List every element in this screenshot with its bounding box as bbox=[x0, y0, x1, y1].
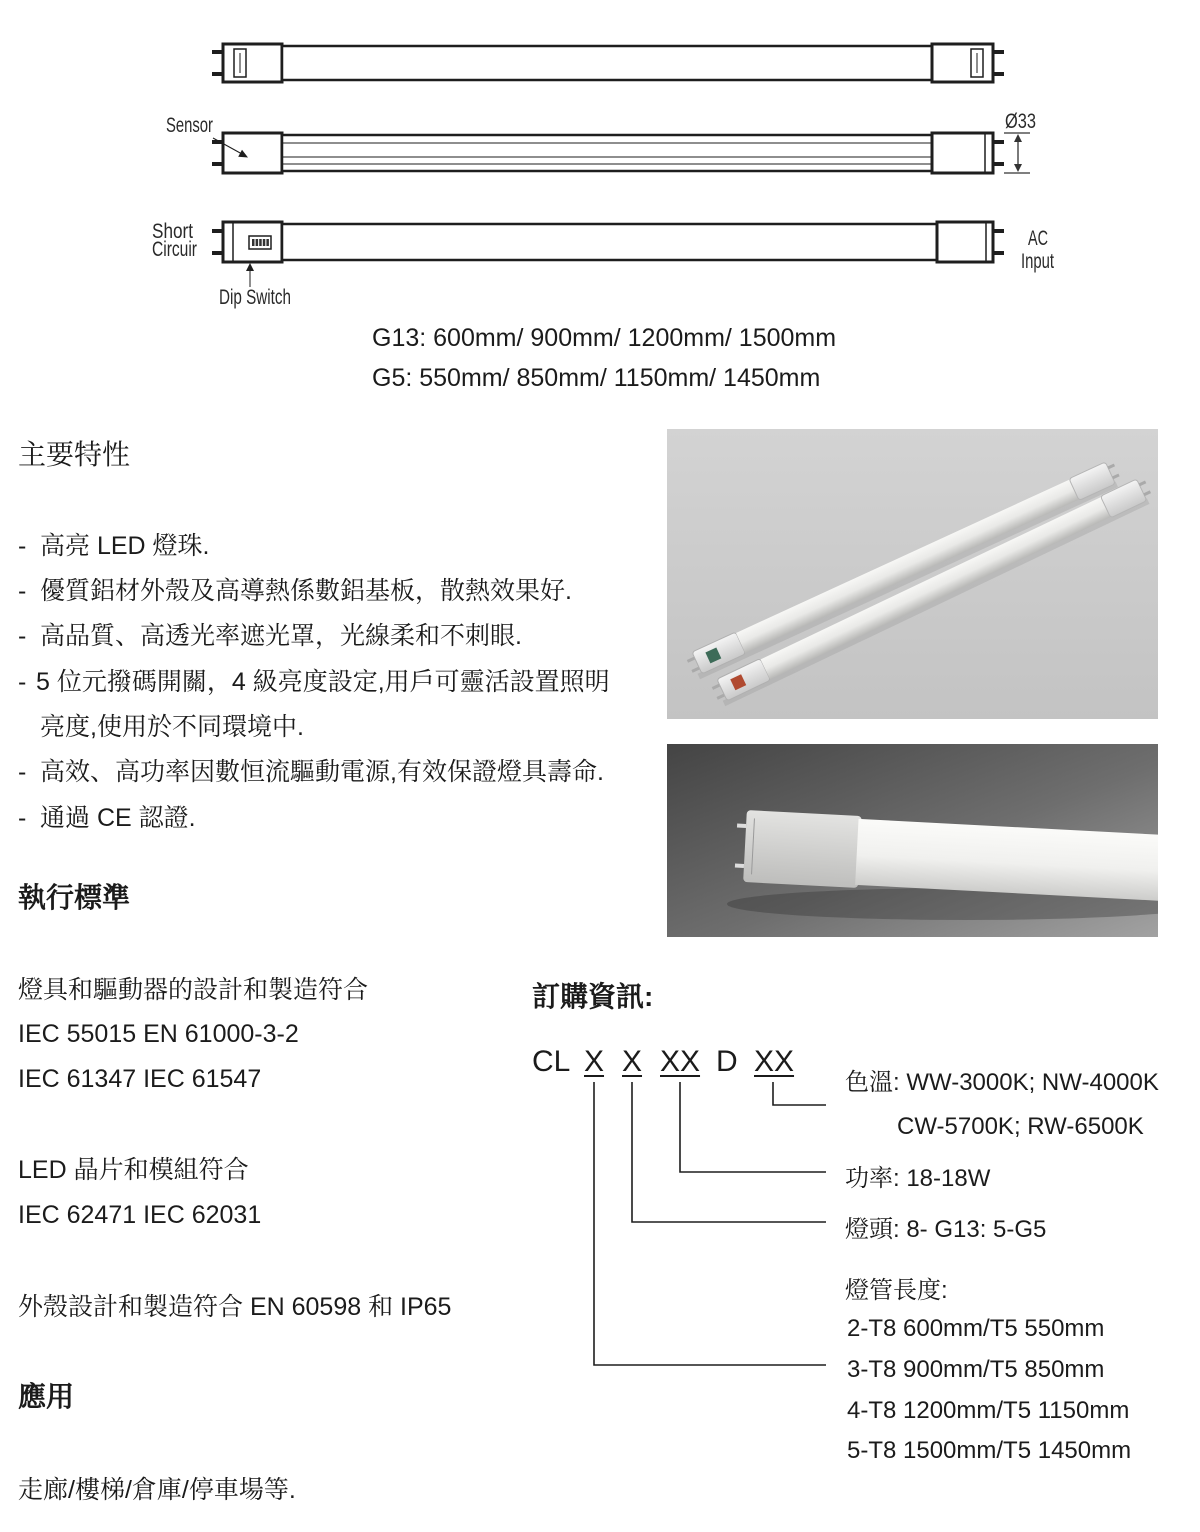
power-label: 功率: 18-18W bbox=[845, 1165, 991, 1192]
feature-text: 優質鋁材外殼及高導熱係數鋁基板，散熱效果好. bbox=[40, 577, 572, 605]
left-end-cap bbox=[223, 133, 282, 173]
diameter-dimension bbox=[1004, 133, 1030, 173]
connector-length bbox=[594, 1082, 826, 1365]
tube-length-option: 2-T8 600mm/T5 550mm bbox=[847, 1315, 1105, 1342]
feature-text: 高亮 LED 燈珠. bbox=[40, 532, 210, 560]
feature-text: 5 位元撥碼開關，4 級亮度設定,用戶可靈活設置照明 bbox=[36, 668, 610, 696]
tube-length-label: 燈管長度: bbox=[845, 1277, 948, 1304]
tube-dimension-diagram bbox=[0, 0, 1200, 320]
standard-group-title: 燈具和驅動器的設計和製造符合 bbox=[18, 976, 369, 1004]
tube-length-option: 4-T8 1200mm/T5 1150mm bbox=[847, 1397, 1130, 1424]
standard-line: IEC 62471 IEC 62031 bbox=[18, 1201, 262, 1229]
code-prefix: CL bbox=[532, 1045, 571, 1078]
tube-dip-switch bbox=[152, 220, 1054, 309]
g13-lengths: G13: 600mm/ 900mm/ 1200mm/ 1500mm bbox=[372, 324, 837, 352]
product-photo-closeup bbox=[667, 744, 1158, 937]
tube-body bbox=[282, 224, 937, 260]
feature-marker: - bbox=[18, 622, 27, 650]
standards-heading: 執行標準 bbox=[18, 882, 131, 913]
connector-power bbox=[680, 1082, 826, 1172]
tube-body bbox=[282, 135, 932, 171]
tube-length-option: 5-T8 1500mm/T5 1450mm bbox=[847, 1437, 1132, 1464]
tube-sensor bbox=[166, 110, 1036, 173]
dip-switch-label: Dip Switch bbox=[219, 286, 291, 309]
application-text: 走廊/樓梯/倉庫/停車場等. bbox=[18, 1476, 296, 1504]
ordering-heading: 訂購資訊: bbox=[532, 981, 654, 1012]
tube-length-option: 3-T8 900mm/T5 850mm bbox=[847, 1356, 1105, 1383]
short-circuit-label-line1: Short bbox=[152, 220, 194, 243]
code-color-slot: XX bbox=[754, 1045, 795, 1078]
feature-marker: - bbox=[18, 668, 27, 696]
left-end-cap bbox=[223, 44, 282, 82]
tube-standard bbox=[212, 44, 1004, 82]
diameter-label: Ø33 bbox=[1005, 110, 1036, 133]
standard-group-title: LED 晶片和模組符合 bbox=[18, 1156, 249, 1184]
code-base-slot: X bbox=[622, 1045, 643, 1078]
feature-text-continuation: 亮度,使用於不同環境中. bbox=[40, 713, 304, 741]
right-end-cap bbox=[932, 133, 993, 173]
feature-text: 高效、高功率因數恒流驅動電源,有效保證燈具壽命. bbox=[40, 758, 604, 786]
feature-text: 高品質、高透光率遮光罩，光線柔和不刺眼. bbox=[40, 622, 522, 650]
code-length-slot: X bbox=[584, 1045, 605, 1078]
ac-input-label-line1: AC bbox=[1028, 227, 1048, 250]
dip-switch-arrow bbox=[246, 263, 254, 287]
right-end-cap bbox=[937, 222, 993, 262]
code-power-slot: XX bbox=[660, 1045, 701, 1078]
sensor-label: Sensor bbox=[166, 114, 213, 137]
color-temperature-label: 色溫: WW-3000K; NW-4000K bbox=[845, 1069, 1159, 1096]
connector-color bbox=[773, 1082, 826, 1105]
feature-text: 通過 CE 認證. bbox=[40, 804, 196, 832]
standard-line: IEC 55015 EN 61000-3-2 bbox=[18, 1020, 299, 1048]
feature-marker: - bbox=[18, 758, 27, 786]
right-end-cap bbox=[932, 44, 993, 82]
standard-line: IEC 61347 IEC 61547 bbox=[18, 1065, 262, 1093]
application-heading: 應用 bbox=[18, 1381, 75, 1412]
lamp-base-label: 燈頭: 8- G13: 5-G5 bbox=[845, 1216, 1047, 1243]
product-photo-two-tubes bbox=[667, 429, 1158, 719]
g5-lengths: G5: 550mm/ 850mm/ 1150mm/ 1450mm bbox=[372, 364, 821, 392]
code-connector-lines bbox=[580, 1078, 830, 1370]
feature-marker: - bbox=[18, 532, 27, 560]
color-temperature-label-cont: CW-5700K; RW-6500K bbox=[897, 1113, 1144, 1140]
short-circuit-label-line2: Circuir bbox=[152, 238, 197, 261]
feature-marker: - bbox=[18, 804, 27, 832]
features-heading: 主要特性 bbox=[18, 439, 131, 470]
feature-marker: - bbox=[18, 577, 27, 605]
connector-base bbox=[632, 1082, 826, 1222]
code-fixed-letter: D bbox=[716, 1045, 738, 1078]
standard-group-title: 外殼設計和製造符合 EN 60598 和 IP65 bbox=[18, 1293, 452, 1321]
tube-body bbox=[282, 46, 932, 80]
ac-input-label-line2: Input bbox=[1021, 250, 1055, 273]
